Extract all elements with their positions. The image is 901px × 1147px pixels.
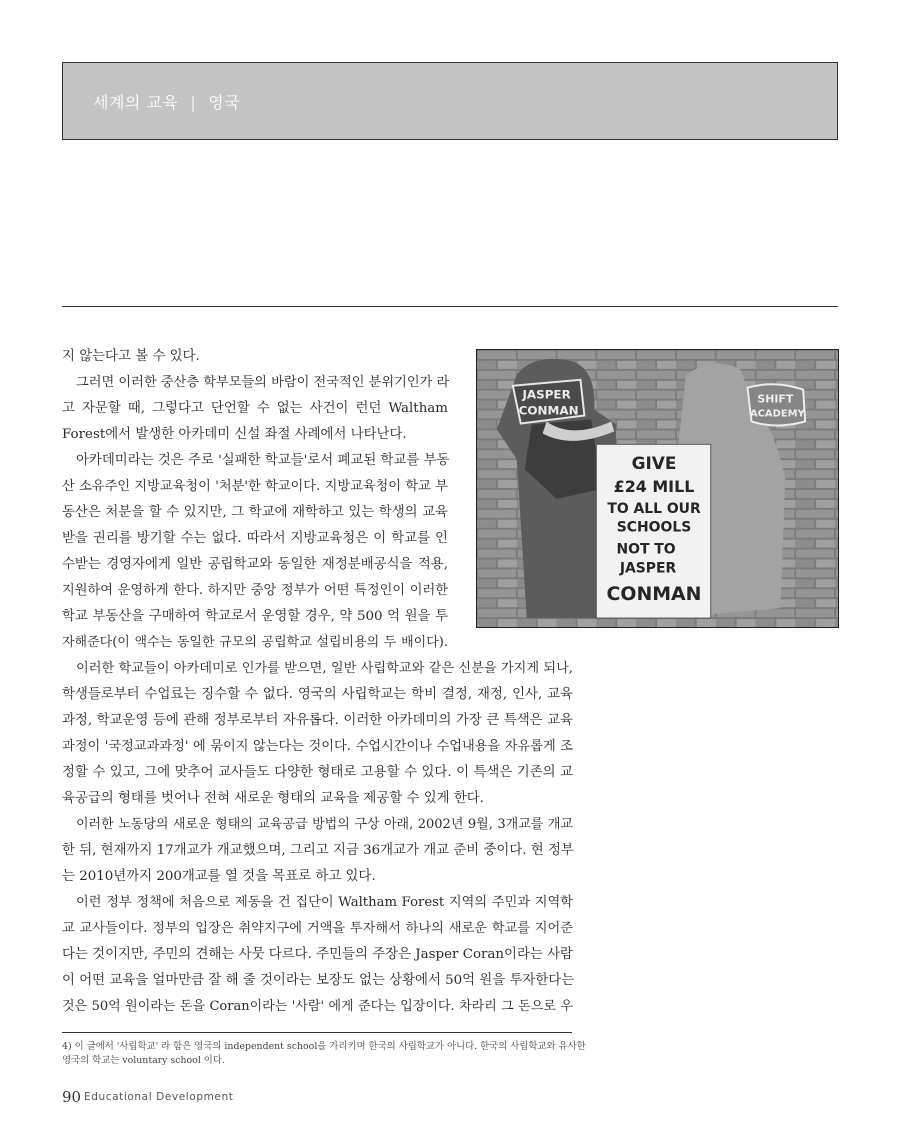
- left-badge-line-1: JASPER: [522, 387, 571, 402]
- header-country: 영국: [208, 93, 241, 112]
- placard-line-1: GIVE: [631, 453, 677, 474]
- footnote-line: 영국의 학교는 voluntary school 이다.: [62, 1055, 225, 1066]
- body-line: 과정이 '국정교과과정' 에 묶이지 않는다는 것이다. 수업시간이나 수업내용을 자유롭게 조: [62, 739, 573, 754]
- section-header: [62, 62, 838, 140]
- body-line: 아카데미라는 것은 주로 '실패한 학교들'로서 폐교된 학교를 부동: [76, 453, 450, 468]
- placard-line-6: JASPER: [619, 560, 677, 577]
- body-line: 정할 수 있고, 그에 맞추어 교사들도 다양한 형태로 고용할 수 있다. 이 특색은 기존의 교: [62, 765, 573, 780]
- page-number: 90: [62, 1088, 82, 1106]
- placard-line-2: £24 MILL: [613, 476, 695, 496]
- body-line: 그러면 이러한 중산층 학부모들의 바람이 전국적인 분위기인가 라: [76, 375, 450, 390]
- body-line: 이러한 노동당의 새로운 형태의 교육공급 방법의 구상 아래, 2002년 9월, 3개교를 개교: [76, 817, 573, 832]
- header-separator: |: [190, 93, 197, 112]
- body-line: 지 않는다고 볼 수 있다.: [62, 349, 200, 364]
- body-line: 고 자문할 때, 그렇다고 단언할 수 없는 사건이 런던 Waltham: [62, 401, 448, 416]
- body-line: 동산은 처분을 할 수 있지만, 그 학교에 재학하고 있는 학생의 교육: [62, 505, 448, 520]
- body-line: 이 어떤 교육을 얼마만큼 잘 해 줄 것이라는 보장도 없는 상황에서 50억 원을 투자한다는: [62, 973, 575, 988]
- body-line: 받을 권리를 방기할 수는 없다. 따라서 지방교육청은 이 학교를 인: [62, 531, 448, 546]
- body-line: 는 2010년까지 200개교를 열 것을 목표로 하고 있다.: [62, 869, 376, 884]
- footnote-divider: [62, 1032, 572, 1033]
- body-line: 학교 부동산을 구매하여 학교로서 운영할 경우, 약 500 억 원을 투: [62, 609, 448, 624]
- protest-photo-drawing: [477, 350, 838, 627]
- placard-line-4: SCHOOLS: [616, 519, 692, 536]
- body-line: 수받는 경영자에게 일반 공립학교와 동일한 재정분배공식을 적용,: [62, 557, 448, 572]
- publication-name: Educational Development: [84, 1091, 234, 1103]
- header-title: [93, 90, 240, 113]
- body-line: 교 교사들이다. 정부의 입장은 취약지구에 거액을 투자해서 하나의 새로운 학교를 지어준: [62, 921, 573, 936]
- placard-line-5: NOT TO: [616, 541, 676, 558]
- body-line: 지원하여 운영하게 한다. 하지만 중앙 정부가 어떤 특정인이 이러한: [62, 583, 448, 598]
- body-line: Forest에서 발생한 아카데미 신설 좌절 사례에서 나타난다.: [62, 427, 407, 442]
- body-line: 자해준다(이 액수는 동일한 규모의 공립학교 설립비용의 두 배이다).: [62, 635, 448, 650]
- body-line: 산 소유주인 지방교육청이 '처분'한 학교이다. 지방교육청이 학교 부: [62, 479, 448, 494]
- protest-photo: [476, 349, 839, 628]
- body-line: 과정, 학교운영 등에 관해 정부로부터 자유롭다. 이러한 아카데미의 가장 큰 특색은 교육: [62, 713, 573, 728]
- top-divider: [62, 306, 838, 307]
- body-line: 육공급의 형태를 벗어나 전혀 새로운 형태의 교육을 제공할 수 있게 한다.: [62, 791, 484, 806]
- body-line: 이런 정부 정책에 처음으로 제동을 건 집단이 Waltham Forest 지역의 주민과 지역학: [76, 895, 573, 910]
- placard-line-3: TO ALL OUR: [607, 500, 701, 517]
- body-line: 한 뒤, 현재까지 17개교가 개교했으며, 그리고 지금 36개교가 개교 준비 중이다. 현 정부: [62, 843, 574, 858]
- footnote-line: 4) 이 글에서 '사립학교' 라 함은 영국의 independent school을 가리키며 한국의 사립학교가 아니다. 한국의 사립학교와 유사한: [62, 1041, 586, 1052]
- right-badge-line-2: ACADEMY: [749, 408, 805, 420]
- right-badge-line-1: SHIFT: [757, 392, 794, 406]
- body-line: 이러한 학교들이 아카데미로 인가를 받으면, 일반 사립학교와 같은 신분을 가지게 되나,: [76, 661, 573, 676]
- placard-line-7: CONMAN: [606, 583, 702, 606]
- left-badge-line-2: CONMAN: [518, 403, 579, 418]
- header-section: 세계의 교육: [93, 93, 179, 112]
- body-line: 학생들로부터 수업료는 징수할 수 없다. 영국의 사립학교는 학비 결정, 재정, 인사, 교육: [62, 687, 573, 702]
- body-line: 것은 50억 원이라는 돈을 Coran이라는 '사람' 에게 준다는 입장이다. 차라리 그 돈으로 우: [62, 999, 573, 1014]
- body-line: 다는 것이지만, 주민의 견해는 사뭇 다르다. 주민들의 주장은 Jasper Coran이라는 사람: [62, 947, 573, 962]
